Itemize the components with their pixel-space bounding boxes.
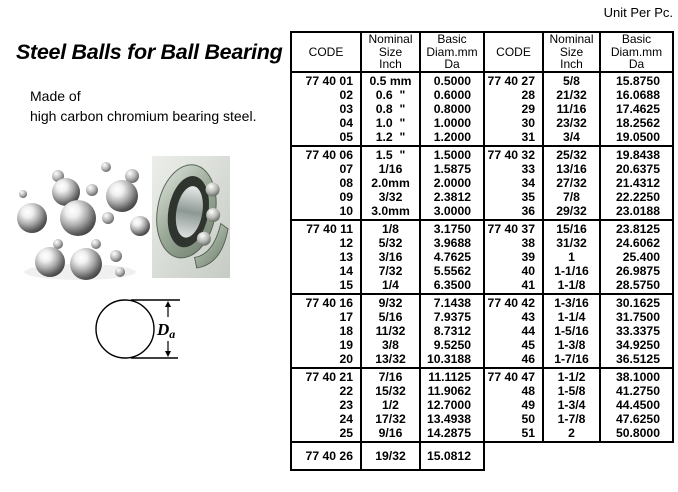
table-header-row <box>484 32 673 72</box>
table-cell-diams: 0.5000 0.6000 0.8000 1.0000 1.2000 <box>420 72 484 146</box>
table-cell-codes: 77 40 16 17 18 19 20 <box>291 294 361 368</box>
column-header: CODE <box>484 32 543 72</box>
table-cell-sizes: 25/32 13/16 27/32 7/8 29/32 <box>543 146 600 220</box>
table-cell-codes: 77 40 01 02 03 04 05 <box>291 72 361 146</box>
table-cell-diams: 23.8125 24.6062 25.400 26.9875 28.5750 <box>600 220 673 294</box>
table-cell-diams: 15.8750 16.0688 17.4625 18.2562 19.0500 <box>600 72 673 146</box>
table-group-row <box>484 72 673 146</box>
table-cell-codes: 77 40 21 22 23 24 25 <box>291 368 361 442</box>
table-cell-sizes: 5/8 21/32 11/16 23/32 3/4 <box>543 72 600 146</box>
description-text <box>30 86 256 126</box>
parts-table-right <box>483 31 674 443</box>
column-header: Nominal Size Inch <box>543 32 600 72</box>
table-header-row <box>291 32 484 72</box>
table-cell-sizes: 15/16 31/32 1 1-1/16 1-1/8 <box>543 220 600 294</box>
table-group-row <box>484 220 673 294</box>
table-cell-diams: 11.1125 11.9062 12.7000 13.4938 14.2875 <box>420 368 484 442</box>
table-cell-codes: 77 40 27 28 29 30 31 <box>484 72 543 146</box>
table-cell-codes: 77 40 47 48 49 50 51 <box>484 368 543 442</box>
table-cell-sizes: 1-1/2 1-5/8 1-3/4 1-7/8 2 <box>543 368 600 442</box>
table-cell-sizes: 0.5 mm 0.6 " 0.8 " 1.0 " 1.2 " <box>361 72 420 146</box>
table-group-row <box>484 146 673 220</box>
column-header: Basic Diam.mm Da <box>420 32 484 72</box>
table-cell-diams: 30.1625 31.7500 33.3375 34.9250 36.5125 <box>600 294 673 368</box>
table-group-row <box>291 442 484 470</box>
table-cell-codes: 77 40 42 43 44 45 46 <box>484 294 543 368</box>
column-header: CODE <box>291 32 361 72</box>
table-cell-codes: 77 40 06 07 08 09 10 <box>291 146 361 220</box>
table-cell-sizes: 1.5 " 1/16 2.0mm 3/32 3.0mm <box>361 146 420 220</box>
table-cell-diams: 1.5000 1.5875 2.0000 2.3812 3.0000 <box>420 146 484 220</box>
table-cell-sizes: 9/32 5/16 11/32 3/8 13/32 <box>361 294 420 368</box>
table-cell-codes: 77 40 26 <box>291 442 361 470</box>
table-cell-diams: 3.1750 3.9688 4.7625 5.5562 6.3500 <box>420 220 484 294</box>
table-cell-sizes: 1/8 5/32 3/16 7/32 1/4 <box>361 220 420 294</box>
table-group-row <box>484 294 673 368</box>
table-group-row <box>484 368 673 442</box>
table-group-row <box>291 146 484 220</box>
unit-per-pc-label: Unit Per Pc. <box>603 5 673 20</box>
table-cell-diams: 15.0812 <box>420 442 484 470</box>
table-cell-codes: 77 40 32 33 34 35 36 <box>484 146 543 220</box>
table-group-row <box>291 294 484 368</box>
table-cell-codes: 77 40 11 12 13 14 15 <box>291 220 361 294</box>
column-header: Nominal Size Inch <box>361 32 420 72</box>
table-group-row <box>291 368 484 442</box>
table-group-row <box>291 72 484 146</box>
diagram-da-label: Da <box>157 320 176 341</box>
description-line-1: Made of <box>30 88 81 104</box>
diameter-diagram <box>84 290 196 374</box>
ball-outline-circle <box>96 300 154 358</box>
description-line-2: high carbon chromium bearing steel. <box>30 108 257 124</box>
ball-bearing-image <box>152 156 230 278</box>
table-cell-codes: 77 40 37 38 39 40 41 <box>484 220 543 294</box>
parts-table-left <box>290 31 485 471</box>
table-cell-diams: 19.8438 20.6375 21.4312 22.2250 23.0188 <box>600 146 673 220</box>
table-cell-sizes: 19/32 <box>361 442 420 470</box>
steel-balls-image <box>14 152 150 286</box>
page-title: Steel Balls for Ball Bearing <box>16 40 283 64</box>
table-cell-sizes: 1-3/16 1-1/4 1-5/16 1-3/8 1-7/16 <box>543 294 600 368</box>
table-group-row <box>291 220 484 294</box>
table-cell-diams: 38.1000 41.2750 44.4500 47.6250 50.8000 <box>600 368 673 442</box>
column-header: Basic Diam.mm Da <box>600 32 673 72</box>
table-cell-sizes: 7/16 15/32 1/2 17/32 9/16 <box>361 368 420 442</box>
table-cell-diams: 7.1438 7.9375 8.7312 9.5250 10.3188 <box>420 294 484 368</box>
